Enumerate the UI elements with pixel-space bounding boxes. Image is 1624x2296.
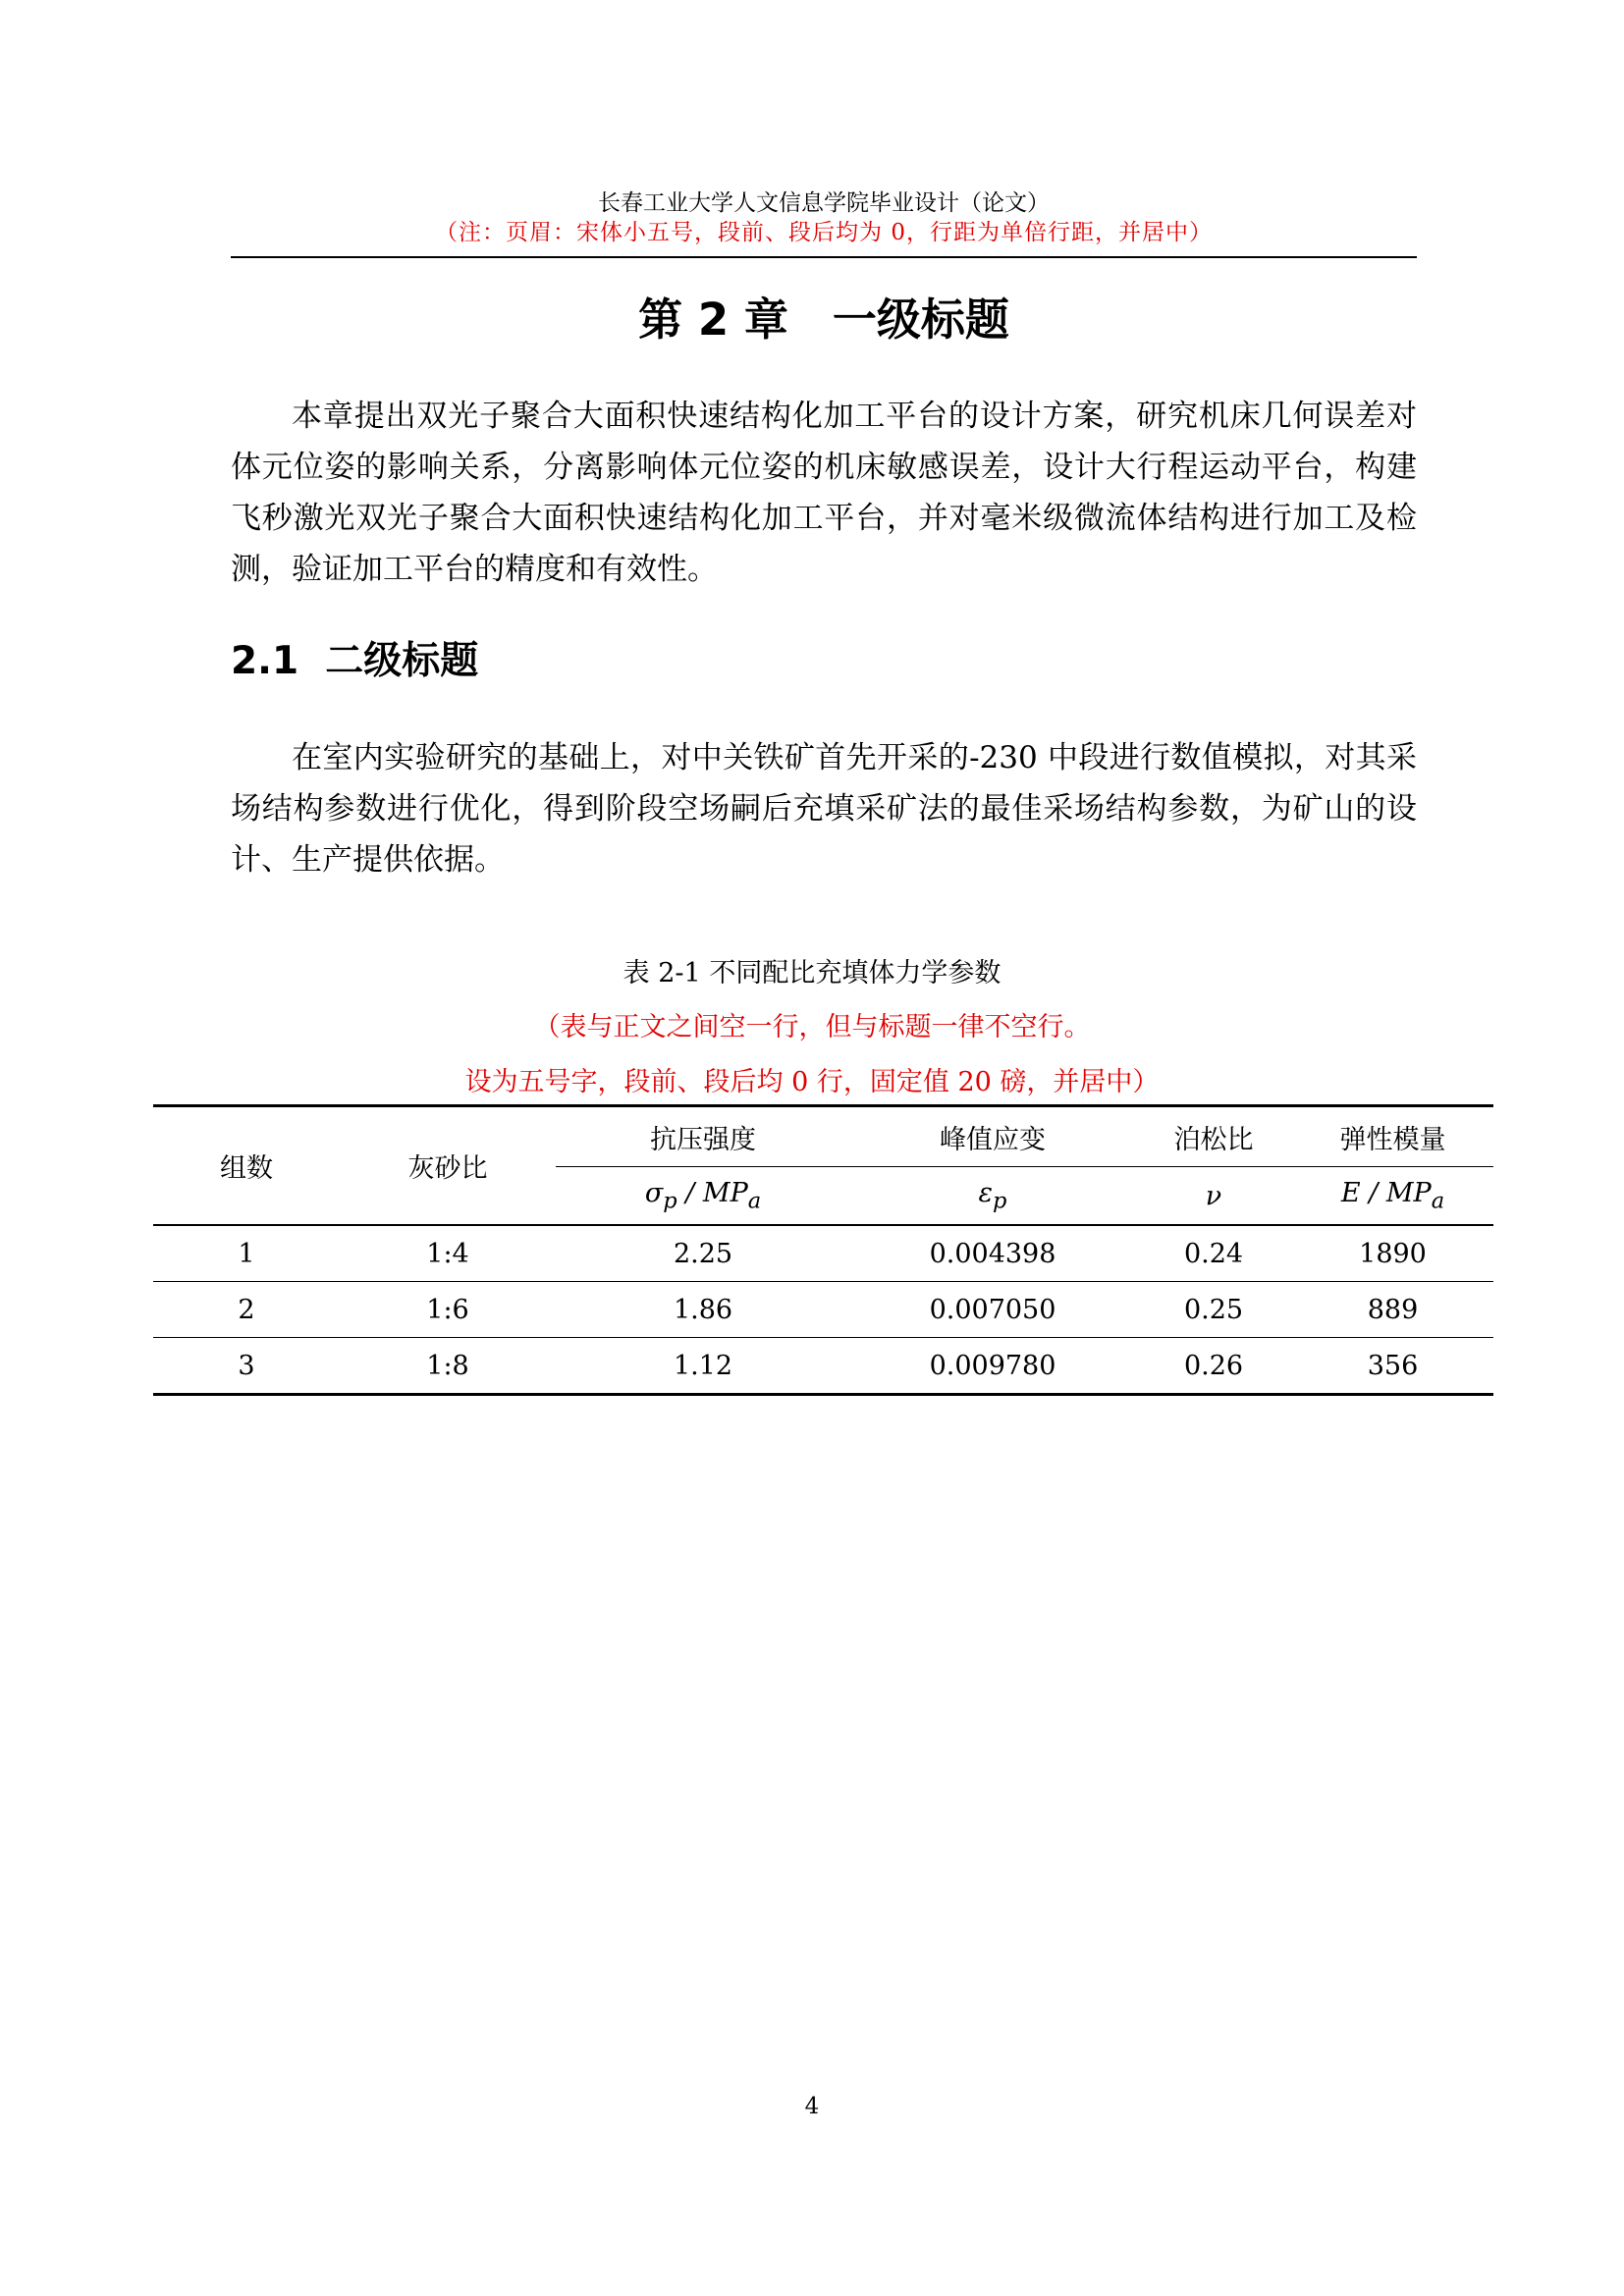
cell-strength: 2.25 <box>556 1225 850 1282</box>
table-row <box>153 1225 1493 1282</box>
body-paragraph-2: 在室内实验研究的基础上，对中关铁矿首先开采的-230 中段进行数值模拟，对其采场结构参数进行优化，得到阶段空场嗣后充填采矿法的最佳采场结构参数，为矿山的设计、生产提供依据。 <box>231 740 1417 878</box>
modulus-symbol: E <box>1340 1177 1361 1208</box>
header-note: （注：页眉：宋体小五号，段前、段后均为 0，行距为单倍行距，并居中） <box>435 220 1213 245</box>
strain-symbol: ε <box>978 1177 994 1208</box>
chapter-title: 第 2 章 一级标题 <box>638 294 1009 346</box>
cell-modulus: 889 <box>1292 1282 1493 1338</box>
cell-strength: 1.12 <box>556 1338 850 1395</box>
table-row <box>153 1338 1493 1395</box>
unit-strain <box>850 1167 1135 1226</box>
strain-symbol-sub: p <box>993 1188 1007 1214</box>
page-header <box>231 188 1417 247</box>
table-header-row <box>153 1106 1493 1167</box>
table-caption-note-1: （表与正文之间空一行，但与标题一律不空行。 <box>533 1012 1091 1042</box>
header-strain: 峰值应变 <box>850 1106 1135 1167</box>
data-table <box>153 1104 1493 1396</box>
header-title: 长春工业大学人文信息学院毕业设计（论文） <box>598 190 1050 216</box>
cell-strain: 0.004398 <box>850 1225 1135 1282</box>
header-ratio: 灰砂比 <box>340 1106 556 1226</box>
cell-poisson: 0.26 <box>1135 1338 1292 1395</box>
strength-unit: / MP <box>677 1177 748 1208</box>
strength-unit-sub: a <box>747 1188 762 1214</box>
cell-modulus: 1890 <box>1292 1225 1493 1282</box>
table-row <box>153 1282 1493 1338</box>
unit-strength <box>556 1167 850 1226</box>
cell-strain: 0.009780 <box>850 1338 1135 1395</box>
cell-strain: 0.007050 <box>850 1282 1135 1338</box>
cell-group: 1 <box>153 1225 340 1282</box>
header-poisson: 泊松比 <box>1135 1106 1292 1167</box>
header-rule <box>231 256 1417 258</box>
header-modulus: 弹性模量 <box>1292 1106 1493 1167</box>
cell-group: 3 <box>153 1338 340 1395</box>
unit-modulus <box>1292 1167 1493 1226</box>
cell-strength: 1.86 <box>556 1282 850 1338</box>
body-paragraph-1: 本章提出双光子聚合大面积快速结构化加工平台的设计方案，研究机床几何误差对体元位姿的影响关系，分离影响体元位姿的机床敏感误差，设计大行程运动平台，构建飞秒激光双光子聚合大面积快速结构化加工平台，并对毫米级微流体结构进行加工及检测，验证加工平台的精度和有效性。 <box>231 399 1417 587</box>
strength-symbol: σ <box>644 1177 664 1208</box>
cell-group: 2 <box>153 1282 340 1338</box>
table-caption-note-2: 设为五号字，段前、段后均 0 行，固定值 20 磅，并居中） <box>464 1067 1160 1097</box>
page-number: 4 <box>804 2094 820 2119</box>
cell-ratio: 1:6 <box>340 1282 556 1338</box>
cell-poisson: 0.24 <box>1135 1225 1292 1282</box>
unit-poisson <box>1135 1167 1292 1226</box>
section-title: 2.1 二级标题 <box>231 639 479 683</box>
modulus-unit-sub: a <box>1431 1188 1445 1214</box>
strength-symbol-sub: p <box>663 1188 677 1214</box>
table-caption: 表 2-1 不同配比充填体力学参数 <box>623 958 1001 988</box>
cell-poisson: 0.25 <box>1135 1282 1292 1338</box>
cell-modulus: 356 <box>1292 1338 1493 1395</box>
poisson-symbol: ν <box>1205 1180 1222 1211</box>
header-strength: 抗压强度 <box>556 1106 850 1167</box>
header-group: 组数 <box>153 1106 340 1226</box>
cell-ratio: 1:8 <box>340 1338 556 1395</box>
cell-ratio: 1:4 <box>340 1225 556 1282</box>
modulus-unit: / MP <box>1360 1177 1432 1208</box>
